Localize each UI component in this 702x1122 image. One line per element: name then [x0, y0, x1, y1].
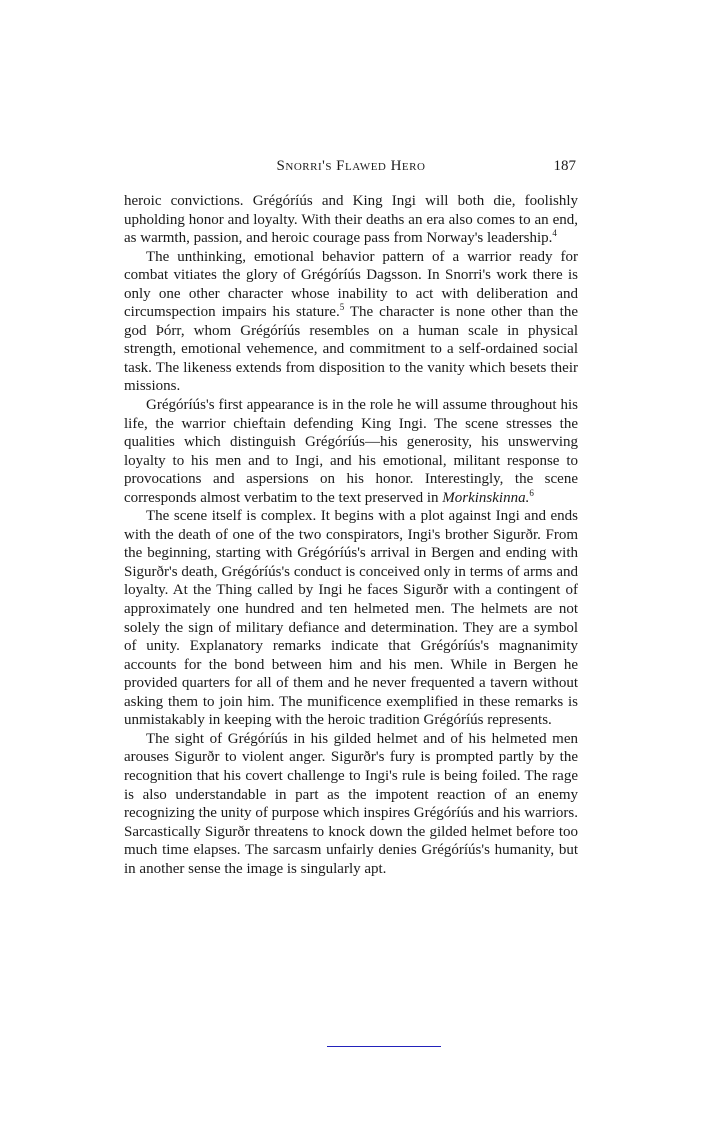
bottom-rule — [327, 1046, 441, 1047]
paragraph-5 — [124, 730, 578, 878]
paragraph-4 — [124, 507, 578, 730]
paragraph-3 — [124, 396, 578, 507]
book-title-morkinskinna: Morkinskinna. — [442, 489, 530, 506]
running-head: Snorri's Flawed Hero — [276, 158, 426, 174]
footnote-ref-6: 6 — [529, 487, 534, 498]
page-header — [124, 156, 578, 176]
page-number: 187 — [553, 158, 576, 174]
paragraph-4-text: The scene itself is complex. It begins with a plot against Ingi and ends with the death of one of the two conspirators, Ingi's brother Sigurðr. From the beginning, starting with Grégóríús's arrival in Bergen and ending with Sigurðr's death, Grégóríús's conduct is conceived only in terms of arms and loyalty. At the Thing called by Ingi he faces Sigurðr with a contingent of approximately one hundred and ten helmeted men. The helmets are not solely the sign of military defiance and determination. They are a symbol of unity. Explanatory remarks indicate that Grégóríús's magnanimity accounts for the bond between him and his men. While in Bergen he provided quarters for all of them and he never frequented a tavern without asking them to join him. The munificence exemplified in these remarks is unmistakably in keeping with the heroic tradition Grégóríús represents. — [124, 508, 578, 729]
paragraph-3-text: Grégóríús's first appearance is in the role he will assume throughout his life, the warrior chieftain defending King Ingi. The scene stresses the qualities which distinguish Grégóríús—his generosity, his unswerving loyalty to his men and to Ingi, and his emotional, militant response to provocations and aspersions on his honor. Interestingly, the scene corresponds almost verbatim to the text preserved in — [124, 397, 578, 506]
paragraph-2-text-after: The character is none other than the god Þórr, whom Grégóríús resembles on a human scale in physical strength, emotional vehemence, and commitment to a self-ordained social task. The likeness extends from disposition to the vanity which besets their missions. — [124, 304, 578, 395]
paragraph-2 — [124, 248, 578, 396]
body-text — [124, 192, 578, 878]
paragraph-1 — [124, 192, 578, 248]
paragraph-1-text: heroic convictions. Grégóríús and King Ingi will both die, foolishly upholding honor and loyalty. With their deaths an era also comes to an end, as warmth, passion, and heroic courage pass from Norway's leadership. — [124, 193, 578, 247]
footnote-ref-5: 5 — [339, 302, 345, 313]
footnote-ref-4: 4 — [552, 228, 557, 239]
paragraph-5-text: The sight of Grégóríús in his gilded helmet and of his helmeted men arouses Sigurðr to violent anger. Sigurðr's fury is prompted partly by the recognition that his covert challenge to Ingi's rule is being foiled. The rage is also understandable in part as the impotent reaction of an enemy recognizing the unity of purpose which inspires Grégóríús and his warriors. Sarcastically Sigurðr threatens to knock down the gilded helmet before too much time elapses. The sarcasm unfairly denies Grégóríús's humanity, but in another sense the image is singularly apt. — [124, 730, 578, 877]
paragraph-2-text-before: The unthinking, emotional behavior pattern of a warrior ready for combat vitiates the glory of Grégóríús Dagsson. In Snorri's work there is only one other character whose inability to act with deliberation and circumspection impairs his stature. — [124, 248, 578, 321]
